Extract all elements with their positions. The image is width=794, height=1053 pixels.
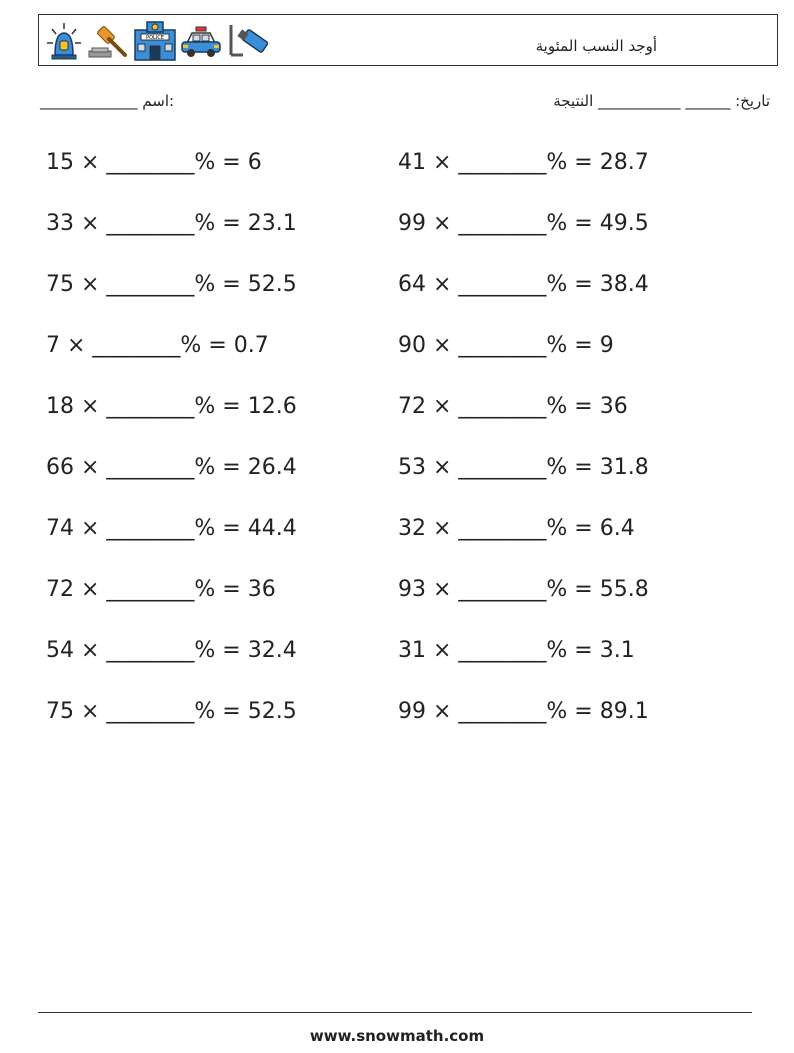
problem-left-9[interactable]: 54 × ________% = 32.4	[46, 638, 297, 663]
problem-left-6[interactable]: 66 × ________% = 26.4	[46, 455, 297, 480]
problem-right-10[interactable]: 99 × ________% = 89.1	[398, 699, 649, 724]
police-station-icon	[133, 20, 177, 62]
problem-left-2[interactable]: 33 × ________% = 23.1	[46, 211, 297, 236]
problem-left-5[interactable]: 18 × ________% = 12.6	[46, 394, 297, 419]
security-camera-icon	[225, 21, 271, 61]
problem-left-7[interactable]: 74 × ________% = 44.4	[46, 516, 297, 541]
header-icons	[43, 19, 271, 63]
problem-right-1[interactable]: 41 × ________% = 28.7	[398, 150, 649, 175]
date-label: تاريخ:	[735, 92, 770, 110]
problem-left-4[interactable]: 7 × ________% = 0.7	[46, 333, 269, 358]
problem-right-8[interactable]: 93 × ________% = 55.8	[398, 577, 649, 602]
name-label: اسم:	[142, 92, 175, 110]
problem-right-5[interactable]: 72 × ________% = 36	[398, 394, 628, 419]
problem-right-6[interactable]: 53 × ________% = 31.8	[398, 455, 649, 480]
footer-website[interactable]: www.snowmath.com	[309, 1027, 485, 1045]
score-blank[interactable]: ___________	[598, 92, 681, 110]
siren-icon	[43, 21, 85, 61]
svg-text:POLICE: POLICE	[146, 35, 164, 41]
problem-right-3[interactable]: 64 × ________% = 38.4	[398, 272, 649, 297]
problem-right-7[interactable]: 32 × ________% = 6.4	[398, 516, 635, 541]
name-blank[interactable]: _____________	[40, 92, 138, 110]
score-label: النتيجة	[553, 92, 594, 110]
worksheet-title: أوجد النسب المئوية	[535, 37, 657, 55]
footer-divider	[38, 1012, 752, 1013]
problem-left-3[interactable]: 75 × ________% = 52.5	[46, 272, 297, 297]
problem-right-4[interactable]: 90 × ________% = 9	[398, 333, 614, 358]
problem-left-1[interactable]: 15 × ________% = 6	[46, 150, 262, 175]
problem-right-9[interactable]: 31 × ________% = 3.1	[398, 638, 635, 663]
date-score-field	[553, 92, 770, 110]
date-blank[interactable]: ______	[685, 92, 731, 110]
problem-left-8[interactable]: 72 × ________% = 36	[46, 577, 276, 602]
name-field	[40, 92, 174, 110]
worksheet-header	[38, 14, 778, 66]
problem-right-2[interactable]: 99 × ________% = 49.5	[398, 211, 649, 236]
problem-left-10[interactable]: 75 × ________% = 52.5	[46, 699, 297, 724]
gavel-icon	[87, 21, 131, 61]
police-car-icon	[179, 21, 223, 61]
